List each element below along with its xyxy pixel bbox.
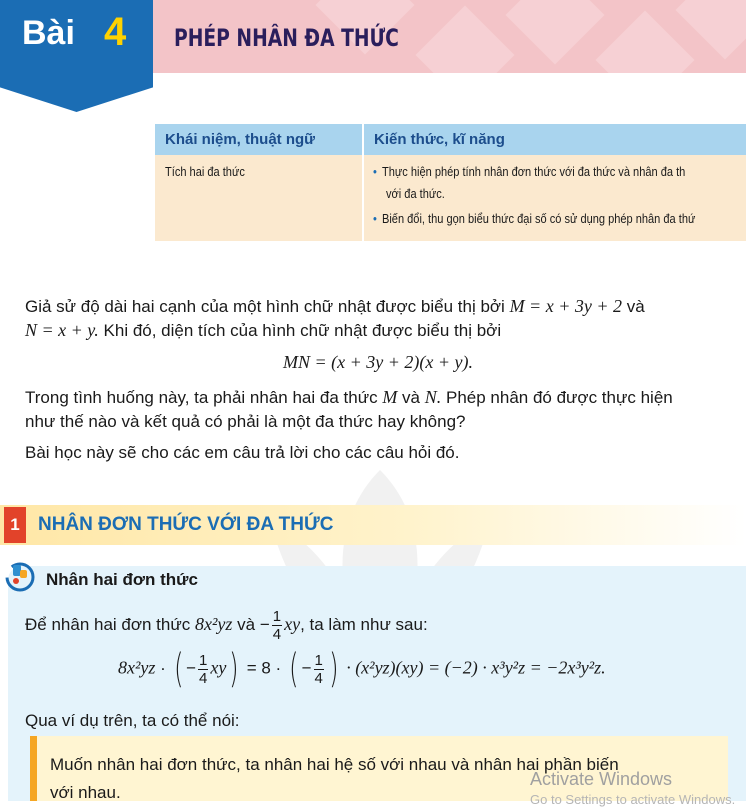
table-header-skills: Kiến thức, kĩ năng xyxy=(374,131,505,148)
lesson-number: 4 xyxy=(104,10,127,54)
table-header-concepts: Khái niệm, thuật ngữ xyxy=(165,131,316,148)
concept-table xyxy=(155,124,746,241)
intro-line-5: Bài học này sẽ cho các em câu trả lời cho các câu hỏi đó. xyxy=(25,443,460,462)
section-title: NHÂN ĐƠN THỨC VỚI ĐA THỨC xyxy=(38,514,334,535)
table-term: Tích hai đa thức xyxy=(165,164,245,179)
intro-line-1: Giả sử độ dài hai cạnh của một hình chữ nhật được biểu thị bởi M = x + 3y + 2 và xyxy=(25,296,645,316)
example-computation: 8x²yz · ( − $\frac{1}{4}$ xy) = 8 · ( − $\frac{1}{4}$ ) · (x²yz)(xy) = (−2) · x³y²z = −2x³y²z. xyxy=(118,646,606,692)
skill-item-continued: với đa thức. xyxy=(386,186,445,201)
intro-line-2: N = x + y. Khi đó, diện tích của hình chữ nhật được biểu thị bởi xyxy=(25,320,502,340)
intro-line-4: như thế nào và kết quả có phải là một đa thức hay không? xyxy=(25,412,466,431)
lesson-word: Bài xyxy=(22,14,75,52)
skill-item: • Thực hiện phép tính nhân đơn thức với đa thức và nhân đa th xyxy=(373,164,686,179)
fraction: $\frac{1}{4}$ xyxy=(272,608,282,643)
rule-text: Muốn nhân hai đơn thức, ta nhân hai hệ số với nhau và nhân hai phần biến với nhau. xyxy=(50,755,619,802)
lesson-title: PHÉP NHÂN ĐA THỨC xyxy=(174,24,399,52)
activity-icon xyxy=(3,559,37,593)
area-formula: MN = (x + 3y + 2)(x + y). xyxy=(283,352,474,372)
activate-windows-watermark: Activate Windows xyxy=(530,769,673,789)
fraction: $\frac{1}{4}$ xyxy=(314,651,323,687)
example-note: Qua ví dụ trên, ta có thể nói: xyxy=(25,711,240,730)
fraction: $\frac{1}{4}$ xyxy=(199,651,208,687)
activate-windows-subtext: Go to Settings to activate Windows. xyxy=(530,792,736,807)
example-intro: Để nhân hai đơn thức 8x²yz và − $\frac{1}{4}$ xy, ta làm như sau: xyxy=(25,608,428,643)
subsection-title: Nhân hai đơn thức xyxy=(46,570,198,589)
intro-line-3: Trong tình huống này, ta phải nhân hai đa thức M và N. Phép nhân đó được thực hiện xyxy=(25,387,673,407)
skill-item: • Biến đổi, thu gọn biểu thức đại số có sử dụng phép nhân đa thứ xyxy=(373,211,696,226)
rule-accent-bar xyxy=(30,736,37,801)
section-number: 1 xyxy=(4,507,26,543)
